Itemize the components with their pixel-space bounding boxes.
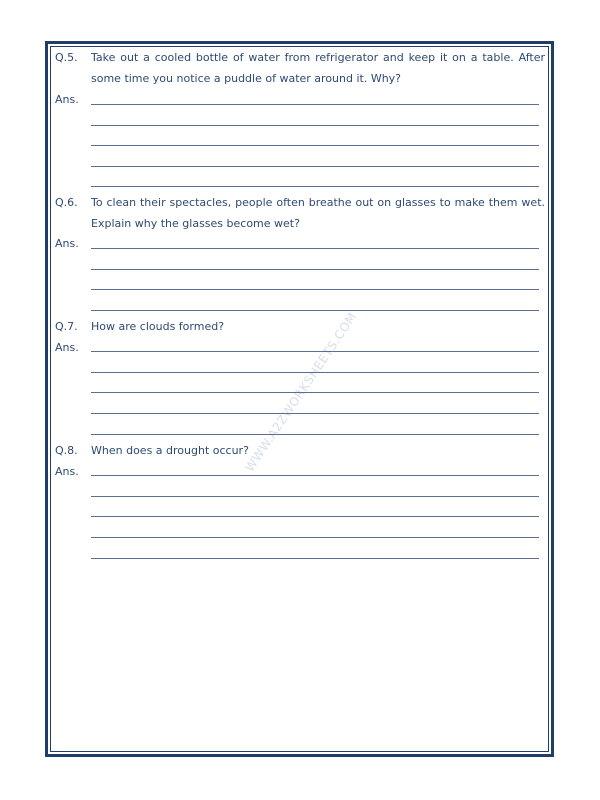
answer-line[interactable]	[91, 475, 539, 476]
answer-line[interactable]	[91, 269, 539, 270]
answer-label: Ans.	[55, 465, 79, 478]
question-number: Q.8.	[55, 444, 78, 457]
watermark: WWW.A2ZWORKSHEETS.COM	[242, 309, 360, 475]
answer-line[interactable]	[91, 372, 539, 373]
answer-line[interactable]	[91, 413, 539, 414]
question-text: How are clouds formed?	[91, 320, 225, 333]
answer-line[interactable]	[91, 145, 539, 146]
answer-line[interactable]	[91, 248, 539, 249]
answer-line[interactable]	[91, 558, 539, 559]
answer-line[interactable]	[91, 496, 539, 497]
question-text: When does a drought occur?	[91, 444, 249, 457]
question-number: Q.5.	[55, 51, 78, 64]
question-number: Q.6.	[55, 196, 78, 209]
answer-label: Ans.	[55, 341, 79, 354]
answer-line[interactable]	[91, 166, 539, 167]
answer-line[interactable]	[91, 351, 539, 352]
answer-line[interactable]	[91, 104, 539, 105]
answer-line[interactable]	[91, 125, 539, 126]
answer-line[interactable]	[91, 186, 539, 187]
answer-line[interactable]	[91, 392, 539, 393]
answer-label: Ans.	[55, 93, 79, 106]
answer-line[interactable]	[91, 434, 539, 435]
answer-line[interactable]	[91, 537, 539, 538]
answer-line[interactable]	[91, 310, 539, 311]
question-number: Q.7.	[55, 320, 78, 333]
question-text: To clean their spectacles, people often breathe out on glasses to make them wet. Explain why the glasses become wet?	[91, 196, 545, 230]
answer-line[interactable]	[91, 516, 539, 517]
question-text: Take out a cooled bottle of water from refrigerator and keep it on a table. After some time you notice a puddle of water around it. Why?	[91, 51, 545, 85]
answer-label: Ans.	[55, 237, 79, 250]
answer-line[interactable]	[91, 289, 539, 290]
